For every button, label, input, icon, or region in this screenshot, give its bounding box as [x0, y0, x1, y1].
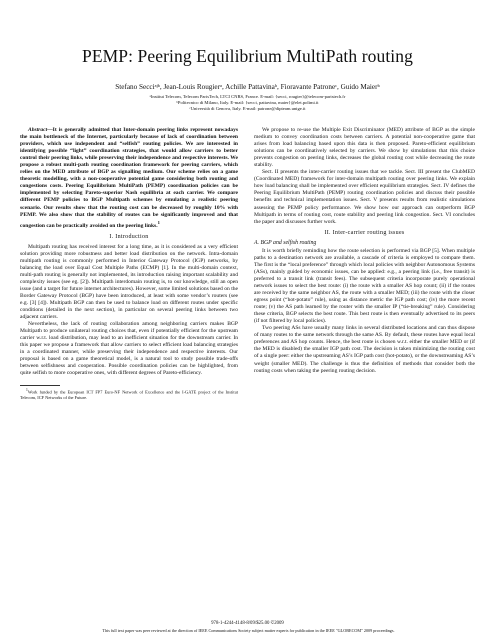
abstract [20, 127, 238, 230]
section-heading-inter-carrier: II. Inter-carrier routing issues [324, 229, 405, 236]
peer-review-note: This full text paper was peer reviewed at the direction of IEEE Communications Society subject matter experts for publication in the IEEE "GLOBECOM" 2009 proceedings. [102, 628, 395, 633]
intro-paragraph-1: Multipath routing has received interest for a long time, as it is considered as a very efficient solution providing more robustness and better load distribution on the network. Intra-domain multipath routing is commonly performed in Interior Gateway Protocol (IGP) networks, by balancing the load over Equal Cost Multiple Paths (ECMP) [1]. In the multi-domain context, multi-path routing is generally not implemented, its introduction raising important scalability and complexity issues (see eg. [2]). Multipath interdomain routing is, to our knowledge, still an open issue (and a target for future internet architectures). However, some limited solutions based on the Border Gateway Protocol (BGP) have been introduced, at least with some vendor’s routers (see e.g. [3] [4]). Multipath BGP can then be used to balance load on different routes under specific conditions (detailed in the next section), in particular on several peering links between two adjacent carriers. [20, 243, 238, 321]
intro-paragraph-2: Nevertheless, the lack of routing collaboration among neighboring carriers makes BGP Multipath to produce unilateral routing choices that, even if potentially efficient for the upstream carrier w.r.t. load distribution, may lead to an inefficient situation for the downstream carrier. In this paper we propose a framework that allow carriers to select efficient load balancing strategies in a coordinated manner, while preserving their independence and respective interests. Our proposal is based on a game theoretical model, is a natural tool to study possible trade-offs between selfishness and cooperation. Possible coordination policies can be highlighted, from quite selfish to more cooperative ones, with different degrees of Pareto-efficiency. [20, 321, 238, 377]
footnote-text: Work funded by the European ICT FP7 Euro-NF Network of Excellence and the I-GATE project of the Institut Telecom, ICF Networks of the Future. [20, 389, 238, 401]
affiliation-a: ᵃInstitut Telecom, Telecom ParisTech, LTCI CNRS, France. E-mail: {secci, rougier}@telecom-paristech.fr [149, 94, 346, 99]
right-paragraph-3: It is worth briefly reminding how the route selection is performed via BGP [5]. When multiple paths to a destination network are available, a cascade of criteria is employed to compare them. The first is the “local preference” through which local policies with neighbor Autonomous Systems (ASs), mainly guided by economic issues, can be applied: e.g., a peering link (i.e., free transit) is preferred to a transit link (transit fees). The subsequent criteria incorporate purely operational network issues to select the best route: (i) the route with a smaller AS hop count; (ii) if the routes are received by the same neighbor AS, the route with a smaller MED; (iii) the route with the closer egress point (“hot-potato” rule), using as distance metric the IGP path cost; (iv) the more recent route; (v) the AS path learned by the router with the smaller IP (“tie-breaking” rule). Considering these criteria, BGP selects the best route. This best route is then eventually advertised to its peers (if not filtered by local policies). [254, 247, 475, 325]
right-paragraph-2: Sect. II presents the inter-carrier routing issues that we tackle. Sect. III present the ClubMED (Coordinated MED) framework for inter-domain multipath routing over peering links. We explain how load balancing shall be implemented over efficient equilibrium strategies. Sect. IV defines the Peering Equilibrium MultiPath (PEMP) routing coordination policies and discuss their possible benefits and technical implementation issues. Sect. V presents results from realistic simulations assessing the PEMP policy performance. We show how our approach can outperform BGP Multipath in terms of routing cost, route stability and peering link congestion. Sect. VI concludes the paper and discusses further work. [254, 169, 475, 225]
right-column [254, 127, 475, 375]
footnote [20, 388, 238, 400]
footnote-mark: 1 [26, 388, 28, 393]
abstract-footnote-mark: 1 [157, 219, 160, 225]
abstract-text: —It is generally admitted that Inter-domain peering links represent nowadays the main bottleneck of the Internet, particularly because of lack of coordination between providers, which use independent and “selfish” routing policies. We are interested in identifying possible “light” coordination strategies, that would allow carriers to better control their peering links, while preserving their independence and respective interests. We propose a robust multi-path routing coordination framework for peering carriers, which relies on the MED attribute of BGP as signalling medium. Our scheme relies on a game theoretic modelling, with a non-cooperative potential game considering both routing and congestions costs. Peering Equilibrium MultiPath (PEMP) coordination policies can be implemented by selecting Pareto-superior Nash equilibria at each carrier. We compare different PEMP policies to BGP Multipath schemes by emulating a realistic peering scenario. Our results show that the routing cost can be decreased by roughly 10% with PEMP. We also show that the stability of routes can be significantly improved and that congestion can be practically avoided on the peering links. [20, 127, 238, 229]
affiliation-b: ᵇPolitecnico di Milano, Italy. E-mail: {secci, pattavina, maier}@elet.polimi.it [176, 100, 319, 105]
paper-title: PEMP: Peering Equilibrium MultiPath routing [82, 46, 413, 66]
abstract-label: Abstract [28, 127, 48, 133]
section-heading-introduction: I. Introduction [109, 233, 149, 240]
author-list: Stefano Secciᵃʲᵇ, Jean-Louis Rougierᵃ, Achille Pattavinaᵇ, Fioravante Patroneᶜ, Guido Maierᵇ [115, 83, 380, 91]
copyright-line: 978-1-4244-4148-8/09/$25.00 ©2009 [211, 621, 284, 626]
left-column [20, 127, 238, 401]
right-paragraph-1: We propose to re-use the Multiple Exit Discriminator (MED) attribute of BGP as the simple medium to convey coordination costs between carriers. A potential non-cooperative game that arises from load balancing based upon this data is then proposed. Pareto-efficient equilibrium solutions can be coordinatively selected by carriers. We show by simulations that this choice prevents congestion on peering links, decreases the global routing cost while decreasing the route stability. [254, 127, 475, 169]
subsection-heading-bgp: A. BGP and selfish routing [254, 239, 317, 246]
affiliation-c: ᶜUniversità di Genova, Italy. E-mail: patrone@dipteam.unige.it [189, 106, 306, 111]
footnote-divider [20, 385, 60, 386]
right-paragraph-4: Two peering ASs have usually many links in several distributed locations and can thus dispose of many routes to the same network through the same AS. By default, these routes have equal local preferences and AS hop counts. Hence, the best route is chosen w.r.t. either the smaller MED or (if the MED is disabled) the smaller IGP path cost. The decision is taken minimizing the routing cost of a single peer: either the upstreaming AS’s IGP path cost (hot-potato), or the downstreaming AS’s weight (smaller MED). The challenge is thus the definition of methods that consider both the routing costs when taking the peering routing decision. [254, 325, 475, 374]
